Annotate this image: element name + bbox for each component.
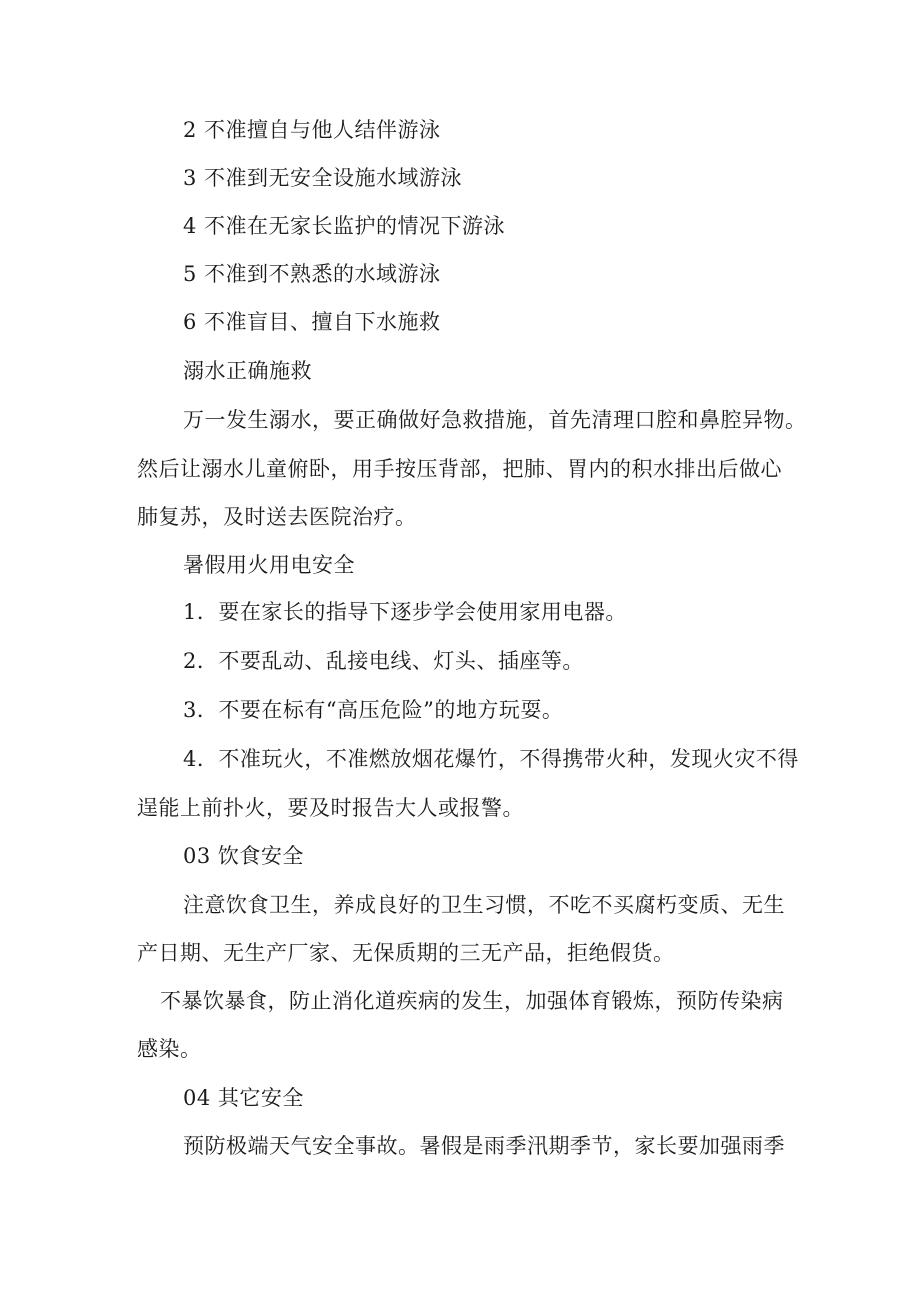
list-item: 3．不要在标有“高压危险”的地方玩耍。 — [183, 698, 564, 722]
list-item: 4．不准玩火，不准燃放烟花爆竹，不得携带火种，发现火灾不得 — [183, 747, 799, 771]
list-item: 2．不要乱动、乱接电线、灯头、插座等。 — [183, 649, 584, 673]
paragraph-line: 感染。 — [137, 1037, 202, 1061]
paragraph-line: 注意饮食卫生，养成良好的卫生习惯，不吃不买腐朽变质、无生 — [183, 893, 785, 917]
paragraph-line: 预防极端天气安全事故。暑假是雨季汛期季节，家长要加强雨季 — [183, 1134, 785, 1158]
section-heading-other-safety: 04 其它安全 — [183, 1086, 304, 1110]
rule-item-5: 5 不准到不熟悉的水域游泳 — [183, 262, 441, 286]
section-heading-drowning-rescue: 溺水正确施救 — [183, 359, 312, 383]
rule-item-3: 3 不准到无安全设施水域游泳 — [183, 166, 463, 190]
paragraph-line: 万一发生溺水，要正确做好急救措施，首先清理口腔和鼻腔异物。 — [183, 408, 807, 432]
rule-item-6: 6 不准盲目、擅自下水施救 — [183, 310, 441, 334]
paragraph-line: 肺复苏，及时送去医院治疗。 — [137, 505, 417, 529]
section-heading-fire-electricity: 暑假用火用电安全 — [183, 553, 355, 577]
rule-item-2: 2 不准擅自与他人结伴游泳 — [183, 118, 441, 142]
paragraph-line: 产日期、无生产厂家、无保质期的三无产品，拒绝假货。 — [137, 941, 675, 965]
paragraph-line: 然后让溺水儿童俯卧，用手按压背部，把肺、胃内的积水排出后做心 — [137, 457, 782, 481]
paragraph-line: 不暴饮暴食，防止消化道疾病的发生，加强体育锻炼，预防传染病 — [160, 989, 784, 1013]
section-heading-food-safety: 03 饮食安全 — [183, 844, 304, 868]
rule-item-4: 4 不准在无家长监护的情况下游泳 — [183, 214, 506, 238]
list-item: 1．要在家长的指导下逐步学会使用家用电器。 — [183, 600, 627, 624]
paragraph-line: 逞能上前扑火，要及时报告大人或报警。 — [137, 796, 524, 820]
